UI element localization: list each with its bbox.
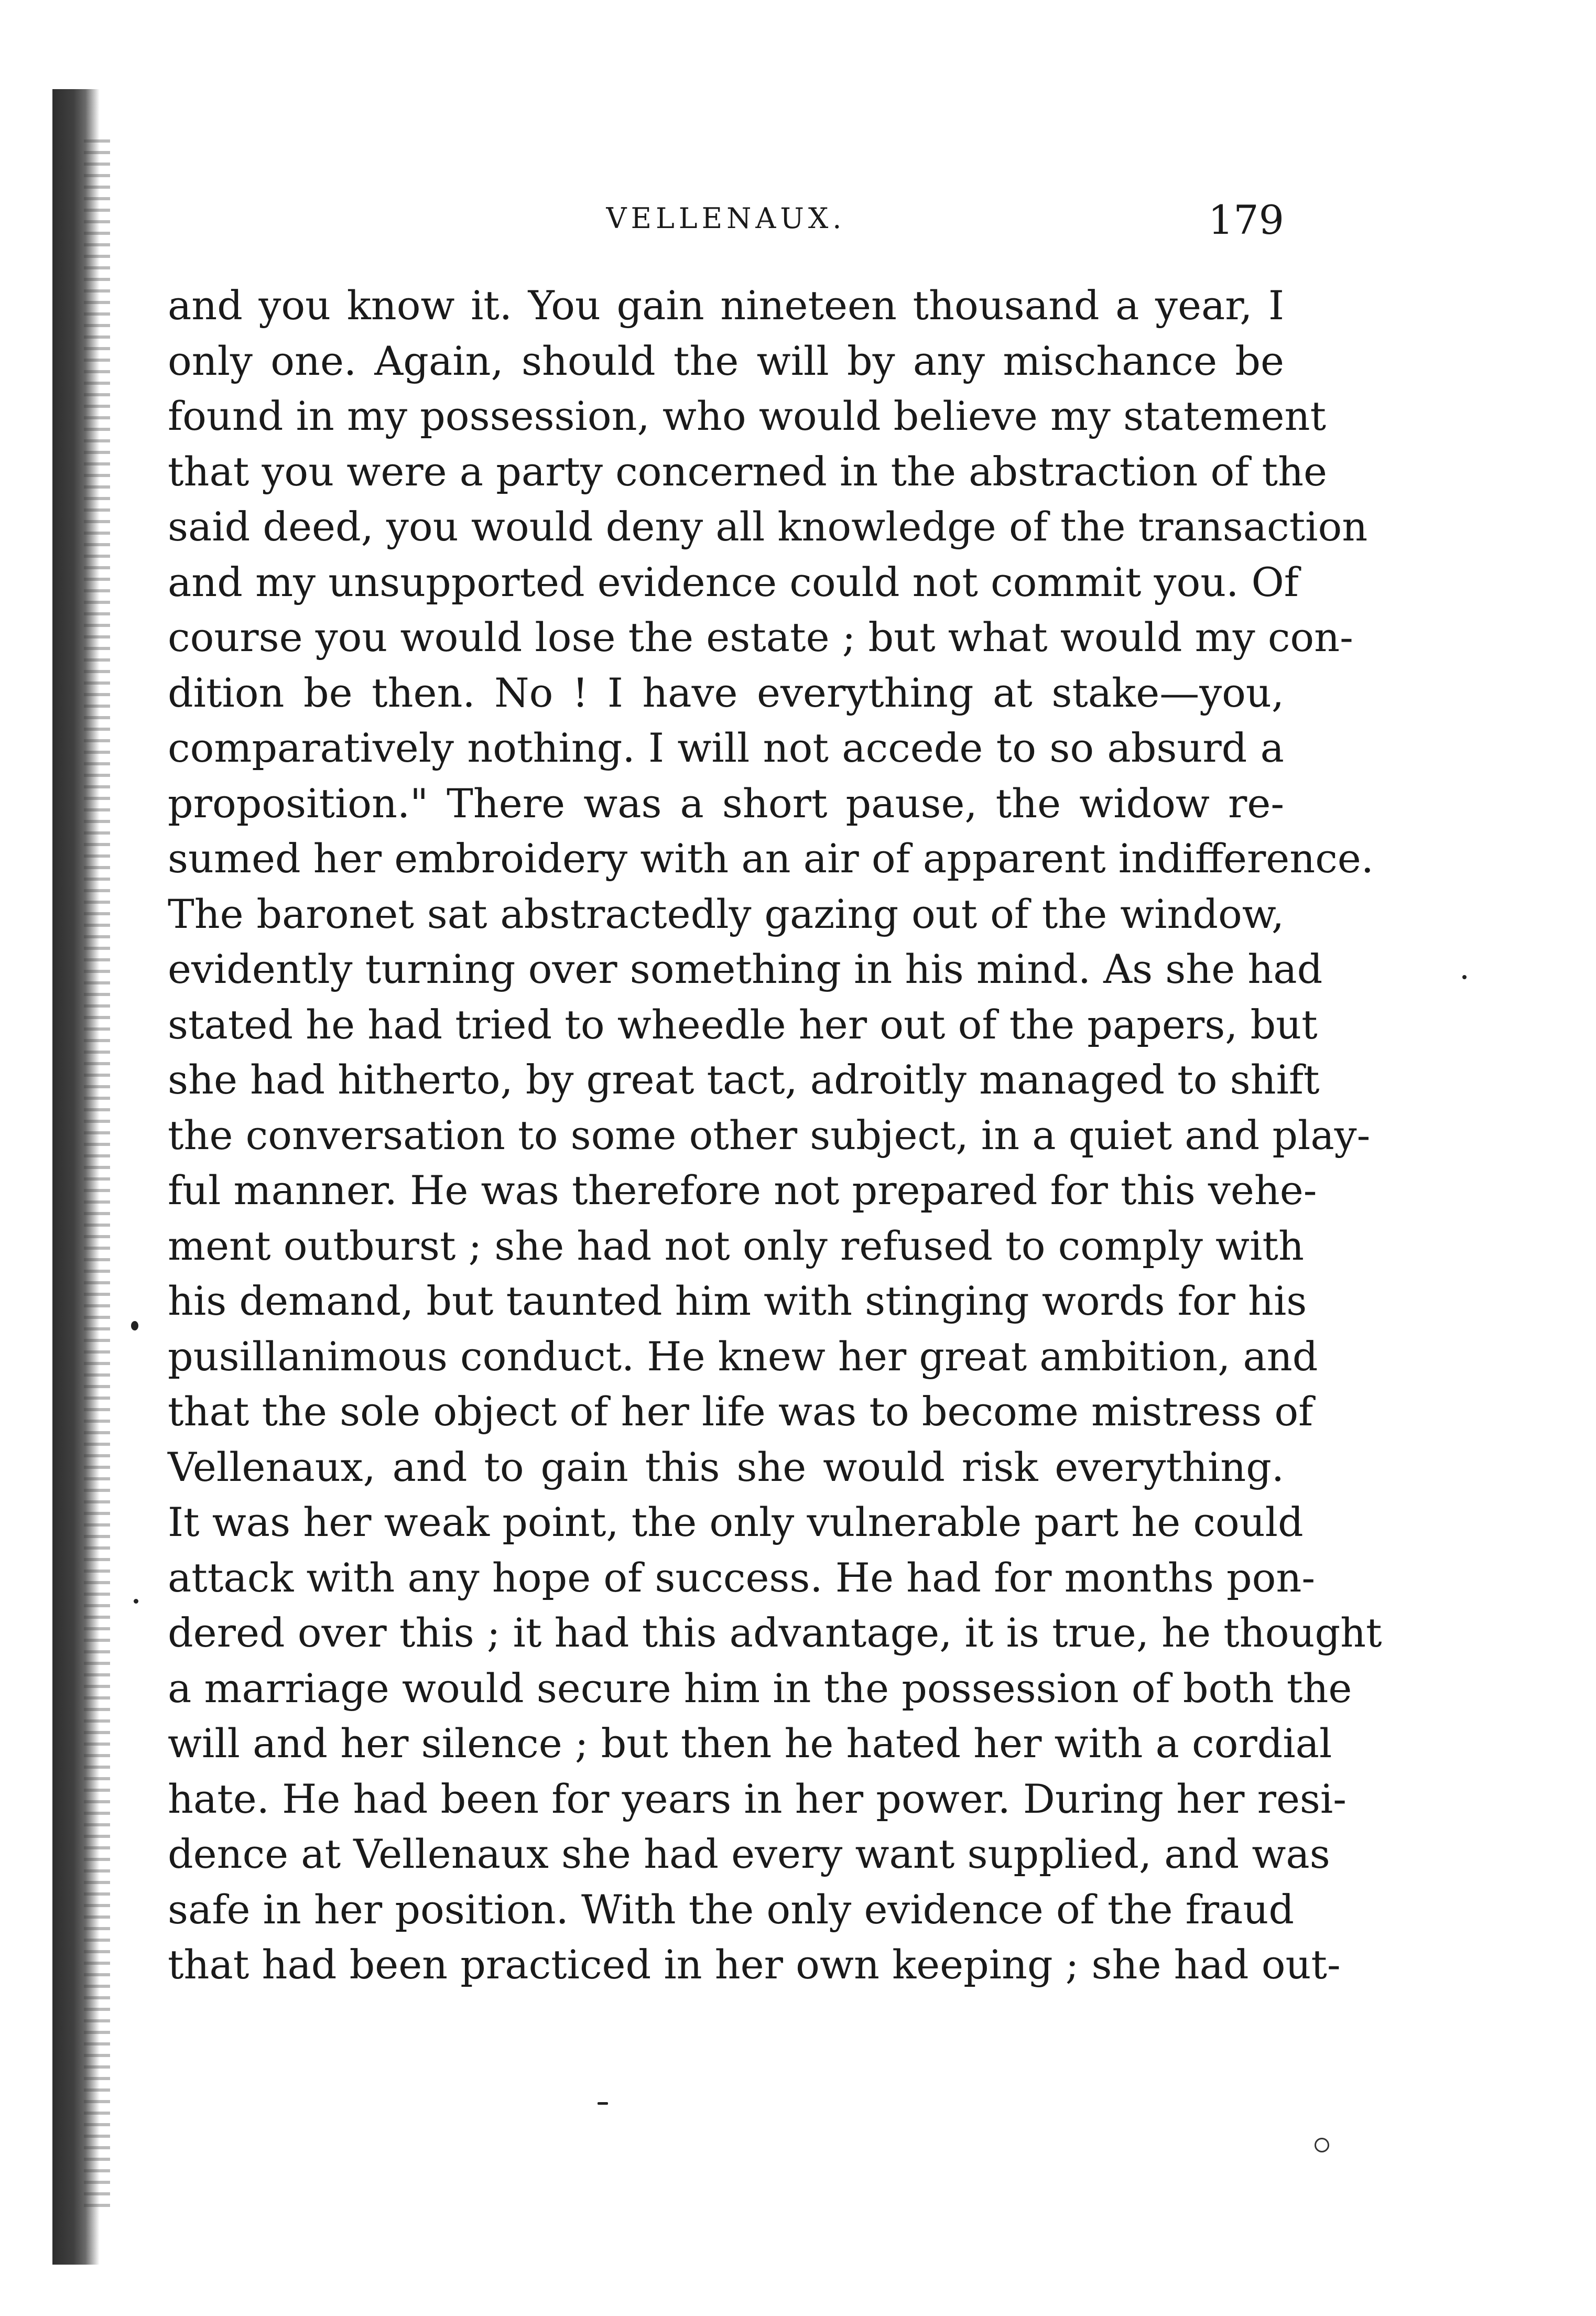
text-line: that had been practiced in her own keeping ; she had out-	[168, 1941, 1341, 1988]
print-speck	[134, 1599, 138, 1604]
corner-mark	[1315, 2138, 1329, 2152]
text-line: dence at Vellenaux she had every want supplied, and was	[168, 1831, 1330, 1877]
text-line: that the sole object of her life was to become mistress of	[168, 1388, 1313, 1435]
text-line: that you were a party concerned in the abstraction of the	[168, 448, 1328, 495]
text-line: pusillanimous conduct. He knew her great ambition, and	[168, 1333, 1318, 1380]
text-line: a marriage would secure him in the possession of both the	[168, 1664, 1352, 1712]
text-line: safe in her position. With the only evidence of the fraud	[168, 1886, 1294, 1933]
text-line: his demand, but taunted him with stinging words for his	[168, 1278, 1307, 1324]
text-line: will and her silence ; but then he hated her with a cordial	[168, 1720, 1332, 1767]
text-line: said deed, you would deny all knowledge of the transaction	[168, 503, 1368, 550]
text-line: The baronet sat abstractedly gazing out of the window,	[168, 890, 1284, 937]
text-line: dered over this ; it had this advantage, it is true, he thought	[168, 1609, 1382, 1656]
body-text	[168, 278, 1382, 1993]
text-line: sumed her embroidery with an air of apparent indifference.	[168, 835, 1374, 882]
text-line: ful manner. He was therefore not prepared for this vehe-	[168, 1167, 1317, 1214]
page-header	[168, 197, 1284, 254]
text-line: only one. Again, should the will by any mischance be	[168, 337, 1284, 384]
text-line: proposition." There was a short pause, the widow re-	[168, 780, 1284, 827]
print-speck	[131, 1321, 138, 1330]
print-speck	[1462, 975, 1467, 979]
text-line: found in my possession, who would believe my statement	[168, 393, 1327, 439]
text-line: Vellenaux, and to gain this she would risk everything.	[168, 1443, 1284, 1490]
text-line: ment outburst ; she had not only refused to comply with	[168, 1222, 1304, 1269]
text-line: It was her weak point, the only vulnerable part he could	[168, 1499, 1304, 1545]
text-line: and my unsupported evidence could not commit you. Of	[168, 558, 1299, 605]
text-line: evidently turning over something in his mind. As she had	[168, 946, 1323, 992]
text-line: attack with any hope of success. He had for months pon-	[168, 1554, 1316, 1601]
page-number: 179	[1208, 197, 1284, 243]
text-line: she had hitherto, by great tact, adroitly managed to shift	[168, 1056, 1320, 1103]
text-line: the conversation to some other subject, in a quiet and play-	[168, 1111, 1371, 1159]
text-line: stated he had tried to wheedle her out of the papers, but	[168, 1001, 1318, 1048]
text-line: course you would lose the estate ; but what would my con-	[168, 614, 1353, 661]
text-line: dition be then. No ! I have everything at stake—you,	[168, 669, 1284, 716]
print-speck	[598, 2102, 608, 2105]
text-line: comparatively nothing. I will not accede to so absurd a	[168, 724, 1284, 771]
running-head: VELLENAUX.	[606, 202, 846, 235]
binding-texture	[84, 136, 110, 2207]
text-line: hate. He had been for years in her power. During her resi-	[168, 1775, 1347, 1822]
text-line: and you know it. You gain nineteen thousand a year, I	[168, 282, 1284, 329]
